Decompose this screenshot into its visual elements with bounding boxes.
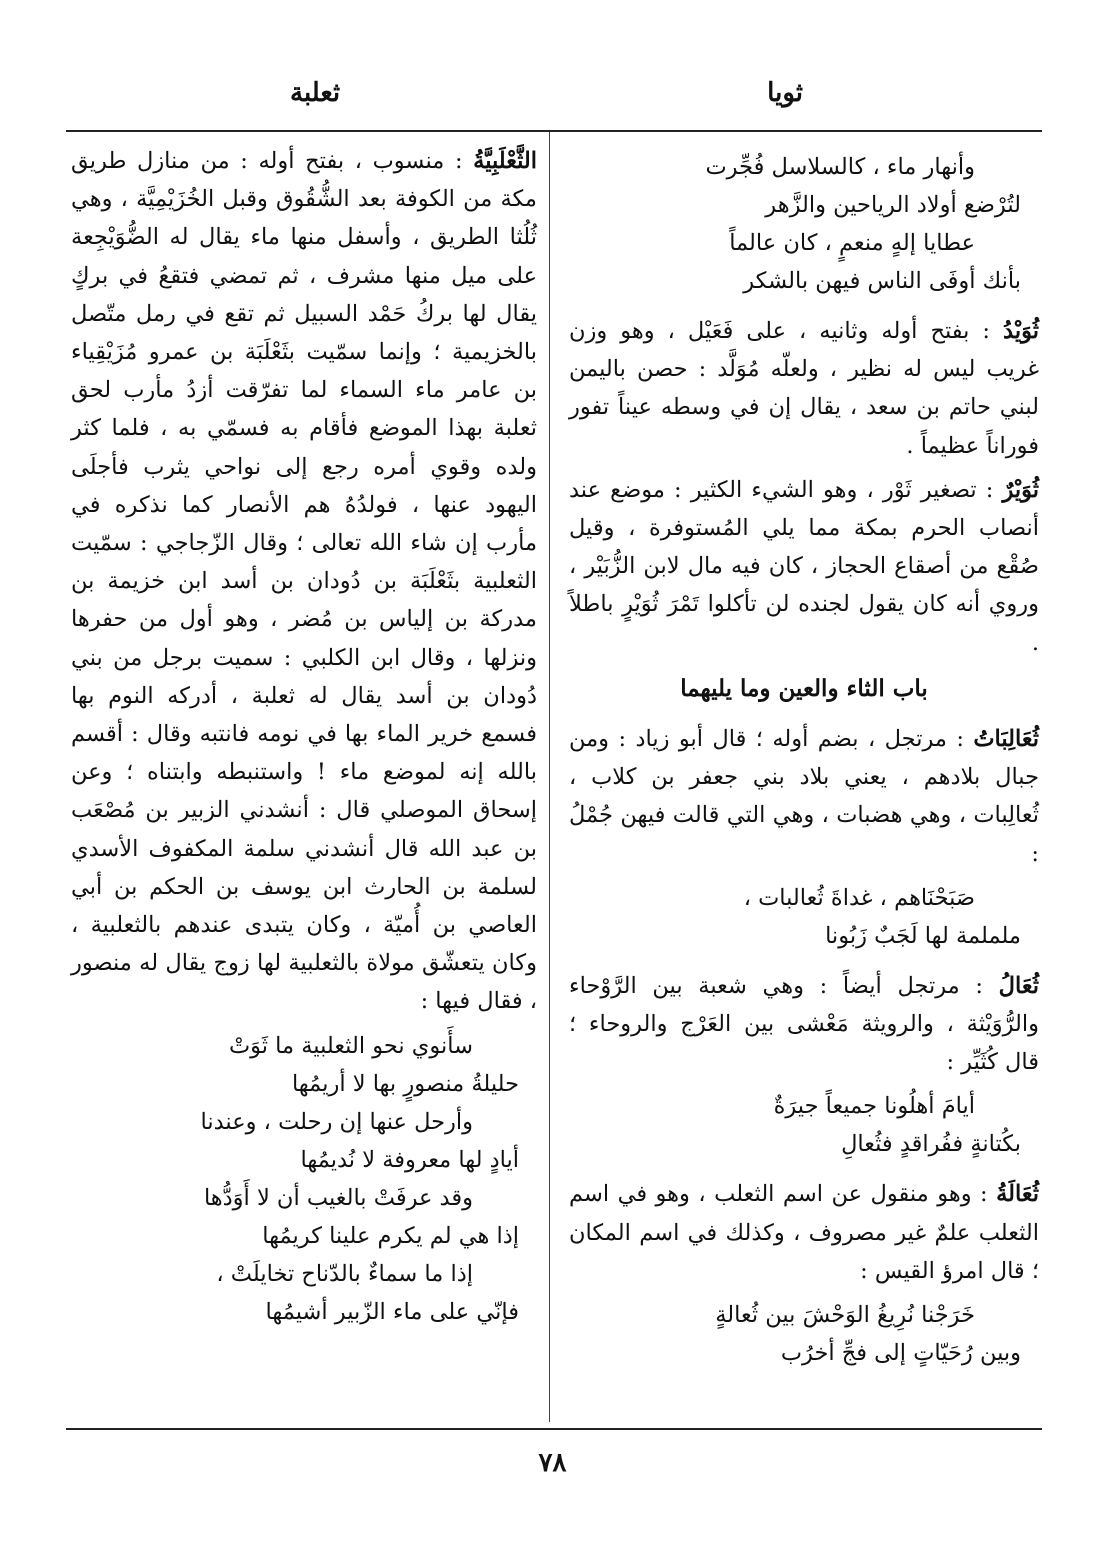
- headword: ثُعَالُ: [998, 972, 1039, 999]
- page-header: [0, 78, 1105, 118]
- verse-line: سأَنوي نحو الثعلبية ما ثَوَتْ: [228, 1032, 473, 1059]
- dictionary-entry: [71, 142, 537, 1021]
- column-divider: [549, 132, 550, 1422]
- verse-line: عطايا إلهٍ منعمٍ ، كان عالماً: [729, 230, 975, 256]
- entry-text: : تصغير ثَوْر ، وهو الشيء الكثير : موضع عند أنصاب الحرم بمكة مما يلي المُستوفرة ، وقيل صُقْع من أصقاع الحجاز ، كان فيه مال لابن الزُّبَيْر ، وروي أنه كان يقول لجنده لن تأكلوا تَمْرَ ثُوَيْرٍ باطلاً .: [569, 476, 1039, 656]
- entry-text: : وهو منقول عن اسم الثعلب ، وهو في اسم الثعلب علمٌ غير مصروف ، وكذلك في اسم المكان ؛ قال امرؤ القيس :: [569, 1181, 1039, 1284]
- verse-line: فإنّي على ماء الزّبير أشيمُها: [265, 1298, 519, 1325]
- poem: [569, 1296, 1039, 1372]
- poem: [569, 1087, 1039, 1163]
- verse-line: وقد عرفَتْ بالغيب أن لا أَوَدُّها: [203, 1184, 473, 1211]
- top-rule: [66, 130, 1042, 132]
- left-column: [71, 142, 537, 1343]
- verse-line: بكُتانةٍ ففُراقدٍ فثُعالِ: [841, 1131, 1021, 1158]
- dictionary-entry: [569, 967, 1039, 1082]
- dictionary-entry: [569, 720, 1039, 873]
- page-number: ٧٨: [538, 1448, 567, 1478]
- verse-line: أيامَ أهلُونا جميعاً جيرَةٌ: [773, 1093, 975, 1120]
- entry-text: : مرتجل أيضاً : وهي شعبة بين الرَّوْحاء والرُّوَيْثة ، والرويثة مَعْشى بين العَرْج والروحاء ؛ قال كُثَيِّر :: [569, 972, 1039, 1076]
- poem: [569, 879, 1039, 955]
- headword: ثُوَيْرٌ: [1002, 476, 1039, 503]
- dictionary-entry: [569, 1175, 1039, 1290]
- headword: ثُوَيْدُ: [1003, 318, 1039, 344]
- headword: ثُعَالَةُ: [996, 1181, 1039, 1208]
- verse-line: وأنهار ماء ، كالسلاسل فُجِّرت: [705, 154, 975, 180]
- running-head-left: ثعلبة: [290, 78, 341, 108]
- entry-text: : بفتح أوله وثانيه ، على فَعَيْل ، وهو وزن غريب ليس له نظير ، ولعلّه مُوَلَّد : حصن باليمن لبني حاتم بن سعد ، يقال إن في وسطه عيناً تفور فوراناً عظيماً .: [569, 318, 1039, 459]
- entry-text: : مرتجل ، بضم أوله ؛ قال أبو زياد : ومن جبال بلادهم ، يعني بلاد بني جعفر بن كلاب ، ثُعالِبات ، وهي هضبات ، وهي التي قالت فيهن جُمْلُ :: [569, 726, 1040, 867]
- verse-line: وبين رُحَيّاتٍ إلى فجِّ أخرُب: [780, 1340, 1021, 1367]
- headword: الثَّعْلَبِيَّةُ: [473, 148, 537, 174]
- verse-line: صَبَحْنَاهم ، غداةَ ثُعالبات ،: [743, 884, 975, 911]
- right-column: [569, 142, 1039, 1384]
- headword: ثُعَالِبَاتُ: [973, 726, 1039, 753]
- running-head-right: ثويا: [767, 78, 803, 108]
- verse-line: ململمة لها لَجَبٌ زَبُونا: [825, 922, 1021, 949]
- verse-line: لتُرْضع أولاد الرياحين والزَّهر: [765, 192, 1021, 218]
- entry-text: : منسوب ، بفتح أوله : من منازل طريق مكة من الكوفة بعد الشُّقُوق وقبل الخُزَيْمِيَّة ، وهي ثُلُثا الطريق ، وأسفل منها ماء يقال له الضُّوَيْجِعة على ميل منها مشرف ، ثم تمضي فتقعُ في بركٍ يقال لها بركُ حَمْد السبيل ثم تقع في رمل متّصل بالخزيمية ؛ وإنما سمّيت بثَعْلَبَة بن عمرو مُزَيْقِياء بن عامر ماء السماء لما تفرّقت أزدُ مأرب لحق ثعلبة بهذا الموضع فأقام به فسمّي به ، فلما كثر ولده وقوي أمره رجع إلى نواحي يثرب فأجلَى اليهود عنها ، فولدُهُ هم الأنصار كما نذكره في مأرب إن شاء الله تعالى ؛ وقال الزّجاجي : سمّيت الثعلبية بثَعْلَبَة بن دُودان بن أسد ابن خزيمة بن مدركة بن إلياس بن مُضر ، وهو أول من حفرها ونزلها ، وقال ابن الكلبي : سميت برجل من بني دُودان بن أسد يقال له ثعلبة ، أدركه النوم بها فسمع خرير الماء بها في نومه فانتبه وقال : أقسم بالله إنه لموضع ماء ! واستنبطه وابتناه ؛ وعن إسحاق الموصلي قال : أنشدني الزبير بن مُصْعَب بن عبد الله قال أنشدني سلمة المكفوف الأسدي لسلمة بن الحارث ابن يوسف بن الحكم بن أبي العاصي بن أُميّة ، وكان يتبدى عندهم بالثعلبية ، وكان يتعشّق مولاة بالثعلبية لها زوج يقال له منصور ، فقال فيها :: [71, 148, 537, 1015]
- verse-line: إذا هي لم يكرم علينا كريمُها: [262, 1222, 519, 1249]
- poem: [71, 1027, 537, 1331]
- verse-line: وأرحل عنها إن رحلت ، وعندنا: [200, 1108, 473, 1135]
- verse-line: بأنك أوفَى الناس فيهن بالشكر: [743, 268, 1021, 294]
- bottom-rule: [66, 1428, 1042, 1430]
- verse-line: أيادٍ لها معروفة لا نُديمُها: [300, 1146, 519, 1173]
- dictionary-entry: [569, 312, 1039, 465]
- poem: [569, 148, 1039, 300]
- verse-line: إذا ما سماءٌ بالدّناح تخايلَتْ ،: [216, 1260, 473, 1287]
- section-title: باب الثاء والعين وما يليهما: [680, 674, 928, 702]
- verse-line: خَرَجْنا نُرِيغُ الوَحْشَ بين ثُعالةٍ: [715, 1302, 975, 1329]
- dictionary-entry: [569, 471, 1039, 662]
- verse-line: حليلةُ منصورٍ بها لا أريمُها: [291, 1070, 519, 1097]
